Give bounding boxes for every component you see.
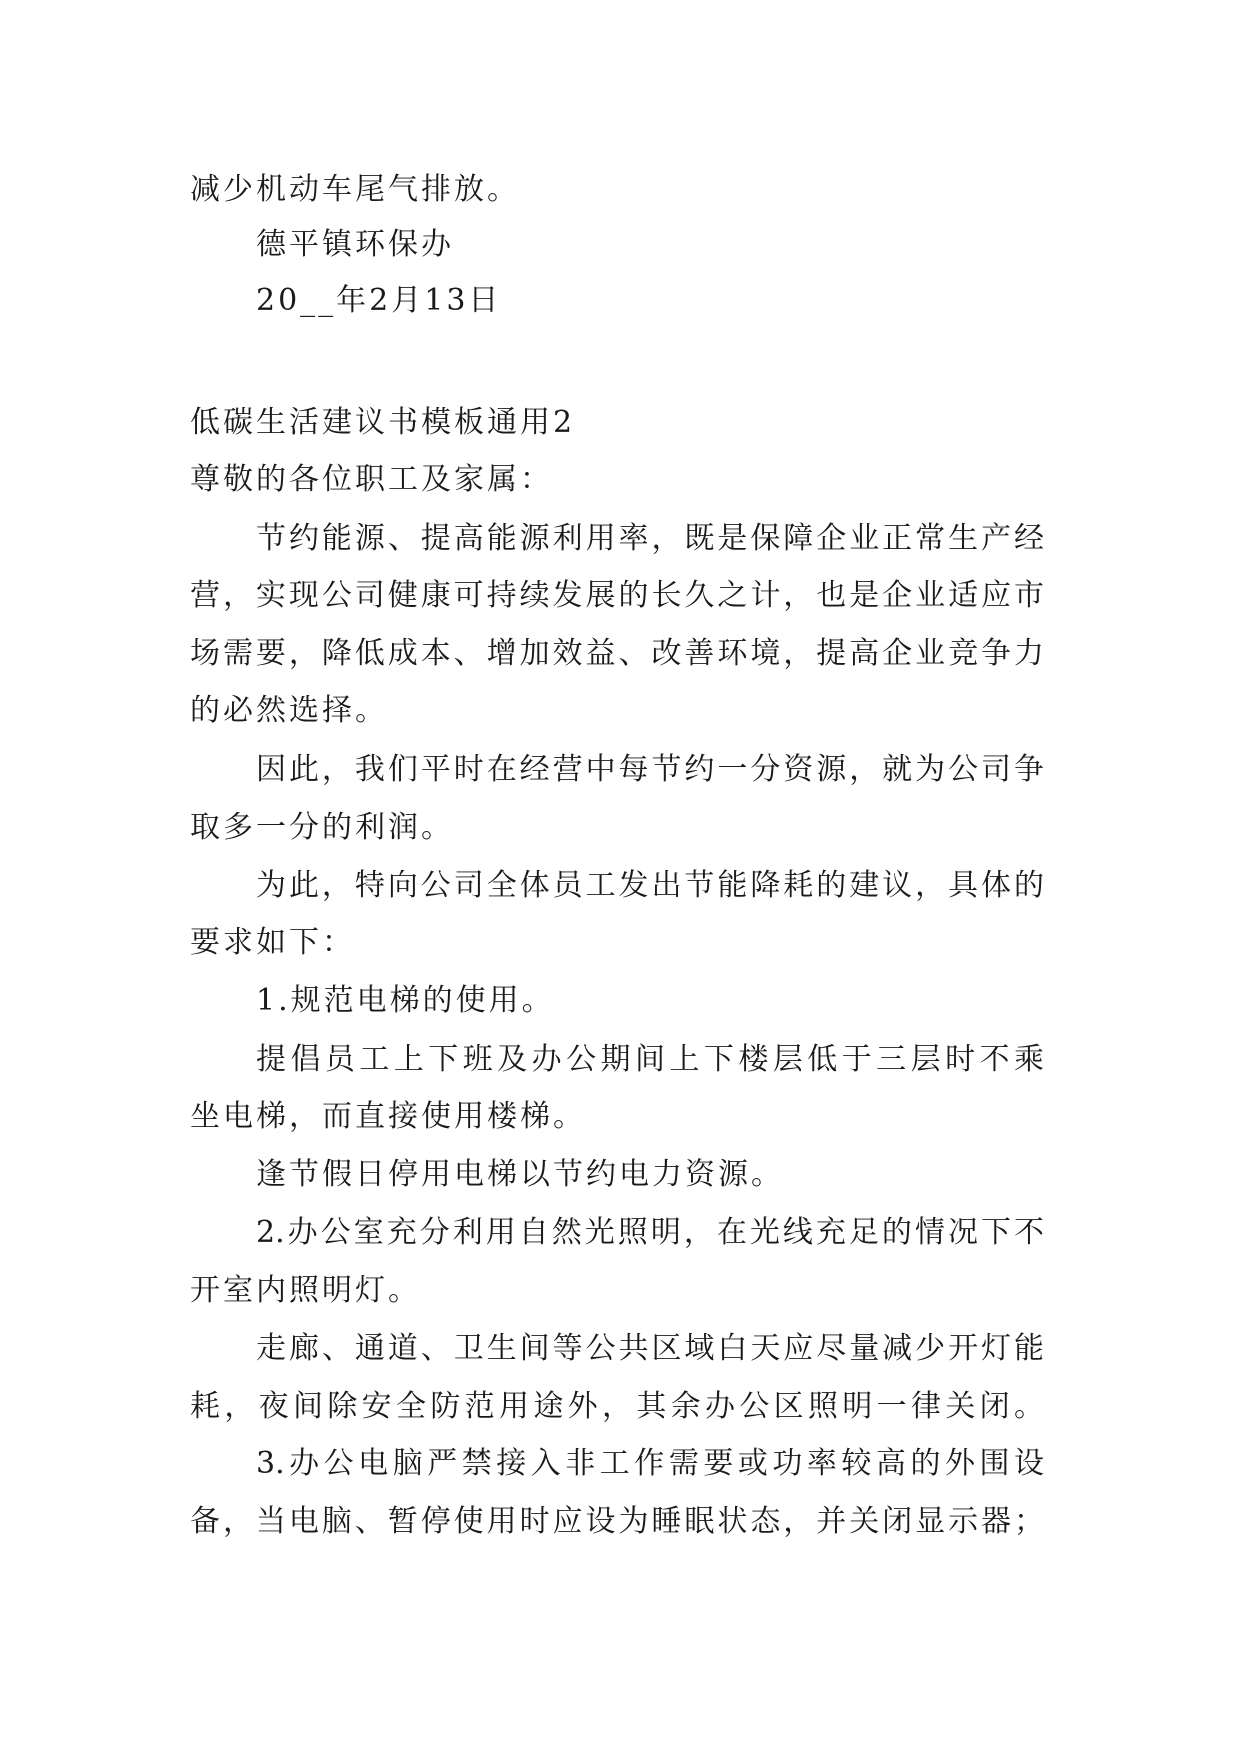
- salutation: 尊敬的各位职工及家属：: [190, 462, 553, 497]
- text-line: 减少机动车尾气排放。: [190, 172, 520, 207]
- paragraph-line: 要求如下：: [190, 925, 355, 960]
- paragraph-line: 取多一分的利润。: [190, 810, 454, 845]
- section-title: 低碳生活建议书模板通用2: [190, 405, 576, 440]
- paragraph-line: 逢节假日停用电梯以节约电力资源。: [256, 1157, 784, 1192]
- list-item-heading: 1.规范电梯的使用。: [256, 983, 555, 1018]
- paragraph-line: 开室内照明灯。: [190, 1273, 421, 1308]
- list-item-heading: 3.办公电脑严禁接入非工作需要或功率较高的外围设: [256, 1446, 1044, 1481]
- signature-date: 20__年2月13日: [256, 283, 502, 318]
- paragraph-line: 提倡员工上下班及办公期间上下楼层低于三层时不乘: [256, 1042, 1044, 1077]
- paragraph-line: 节约能源、提高能源利用率，既是保障企业正常生产经: [256, 521, 1044, 556]
- paragraph-line: 备，当电脑、暂停使用时应设为睡眠状态，并关闭显示器；: [190, 1504, 1044, 1539]
- paragraph-line: 为此，特向公司全体员工发出节能降耗的建议，具体的: [256, 868, 1044, 903]
- signature-org: 德平镇环保办: [256, 227, 454, 262]
- paragraph-line: 坐电梯，而直接使用楼梯。: [190, 1099, 586, 1134]
- paragraph-line: 的必然选择。: [190, 693, 388, 728]
- paragraph-line: 营，实现公司健康可持续发展的长久之计，也是企业适应市: [190, 578, 1044, 613]
- paragraph-line: 走廊、通道、卫生间等公共区域白天应尽量减少开灯能: [256, 1331, 1044, 1366]
- paragraph-line: 耗，夜间除安全防范用途外，其余办公区照明一律关闭。: [190, 1389, 1044, 1424]
- paragraph-line: 因此，我们平时在经营中每节约一分资源，就为公司争: [256, 752, 1044, 787]
- paragraph-line: 场需要，降低成本、增加效益、改善环境，提高企业竞争力: [190, 636, 1044, 671]
- list-item-heading: 2.办公室充分利用自然光照明，在光线充足的情况下不: [256, 1215, 1044, 1250]
